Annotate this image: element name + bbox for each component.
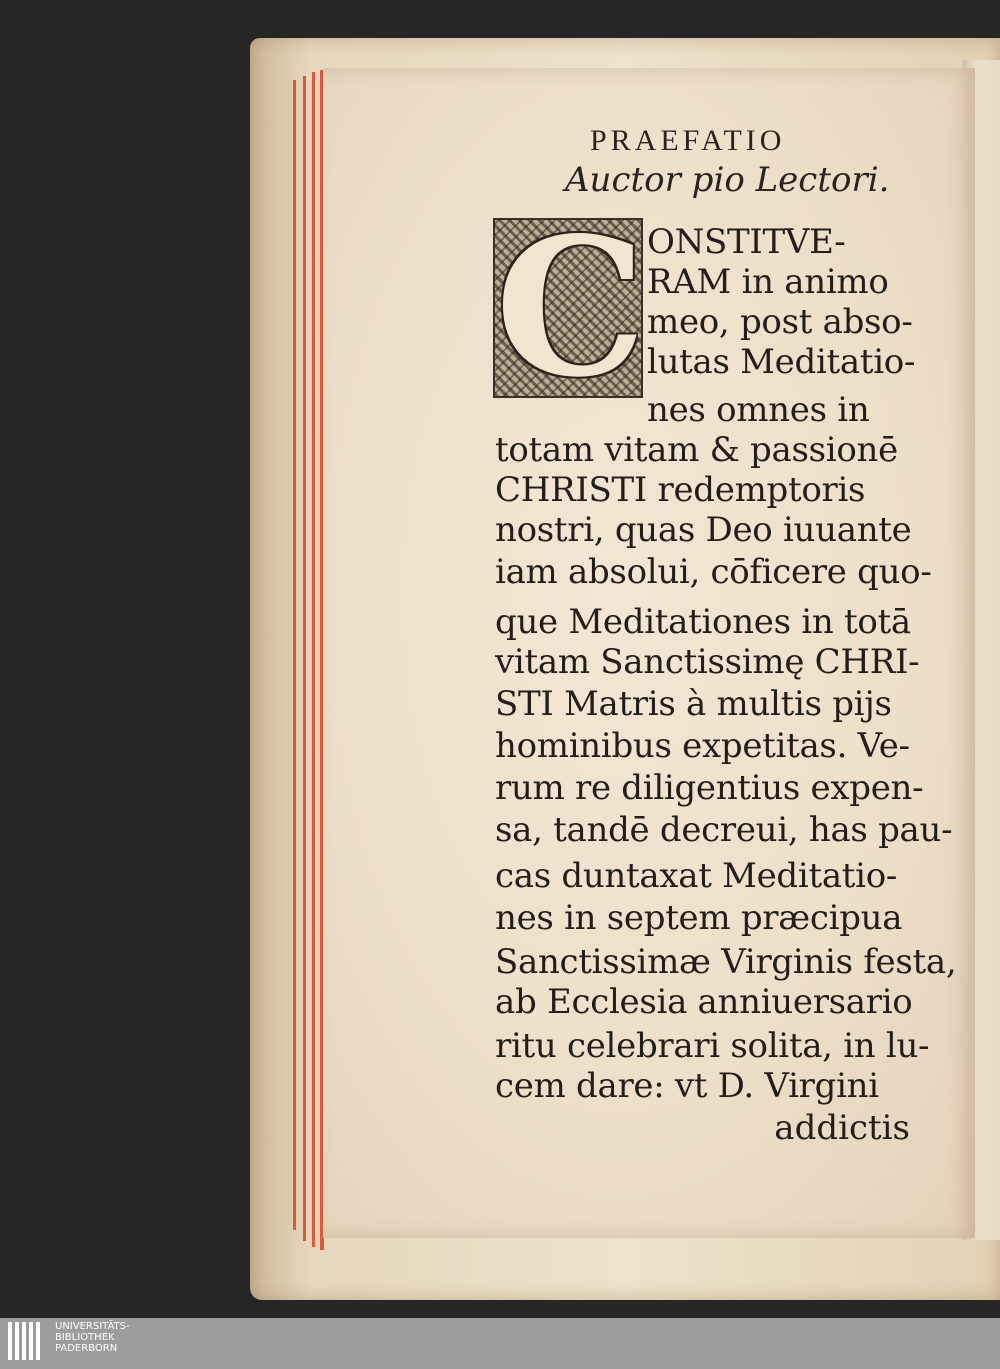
text-line: ONSTITVE-	[647, 222, 846, 262]
text-line: STI Matris à multis pijs	[495, 684, 892, 724]
decorated-initial	[493, 196, 647, 419]
page-edge	[293, 80, 296, 1230]
text-line: CHRISTI redemptoris	[495, 470, 866, 510]
text-line: hominibus expetitas. Ve-	[495, 726, 910, 766]
page-edge	[312, 72, 315, 1247]
text-line: ritu celebrari solita, in lu-	[495, 1026, 930, 1066]
text-line: Sanctissimæ Virginis festa,	[495, 942, 957, 982]
text-line: lutas Meditatio-	[647, 342, 916, 382]
text-line: meo, post abso-	[647, 302, 913, 342]
text-line: RAM in animo	[647, 262, 889, 302]
text-line: nes omnes in	[647, 390, 870, 430]
catchword: addictis	[774, 1108, 910, 1148]
initial-letter: C	[495, 196, 647, 419]
text-line: cem dare: vt D. Virgini	[495, 1066, 879, 1106]
text-line: sa, tandē decreui, has pau-	[495, 810, 953, 850]
text-line: que Meditationes in totā	[495, 602, 911, 642]
library-logo-text: UNIVERSITÄTS- BIBLIOTHEK PADERBORN	[55, 1321, 130, 1354]
library-footer	[0, 1318, 1000, 1369]
page-header: PRAEFATIO	[590, 124, 786, 157]
text-line: vitam Sanctissimę CHRI-	[495, 642, 920, 682]
text-line: nostri, quas Deo iuuante	[495, 510, 912, 550]
text-line: totam vitam & passionē	[495, 430, 898, 470]
page-edge	[303, 76, 306, 1241]
text-line: nes in septem præcipua	[495, 898, 903, 938]
text-line: iam absolui, cōficere quo-	[495, 552, 932, 592]
library-logo-icon	[8, 1322, 42, 1364]
text-line: ab Ecclesia anniuersario	[495, 982, 913, 1022]
page-subheader: Auctor pio Lectori.	[565, 160, 890, 200]
text-line: rum re diligentius expen-	[495, 768, 924, 808]
text-line: cas duntaxat Meditatio-	[495, 856, 898, 896]
